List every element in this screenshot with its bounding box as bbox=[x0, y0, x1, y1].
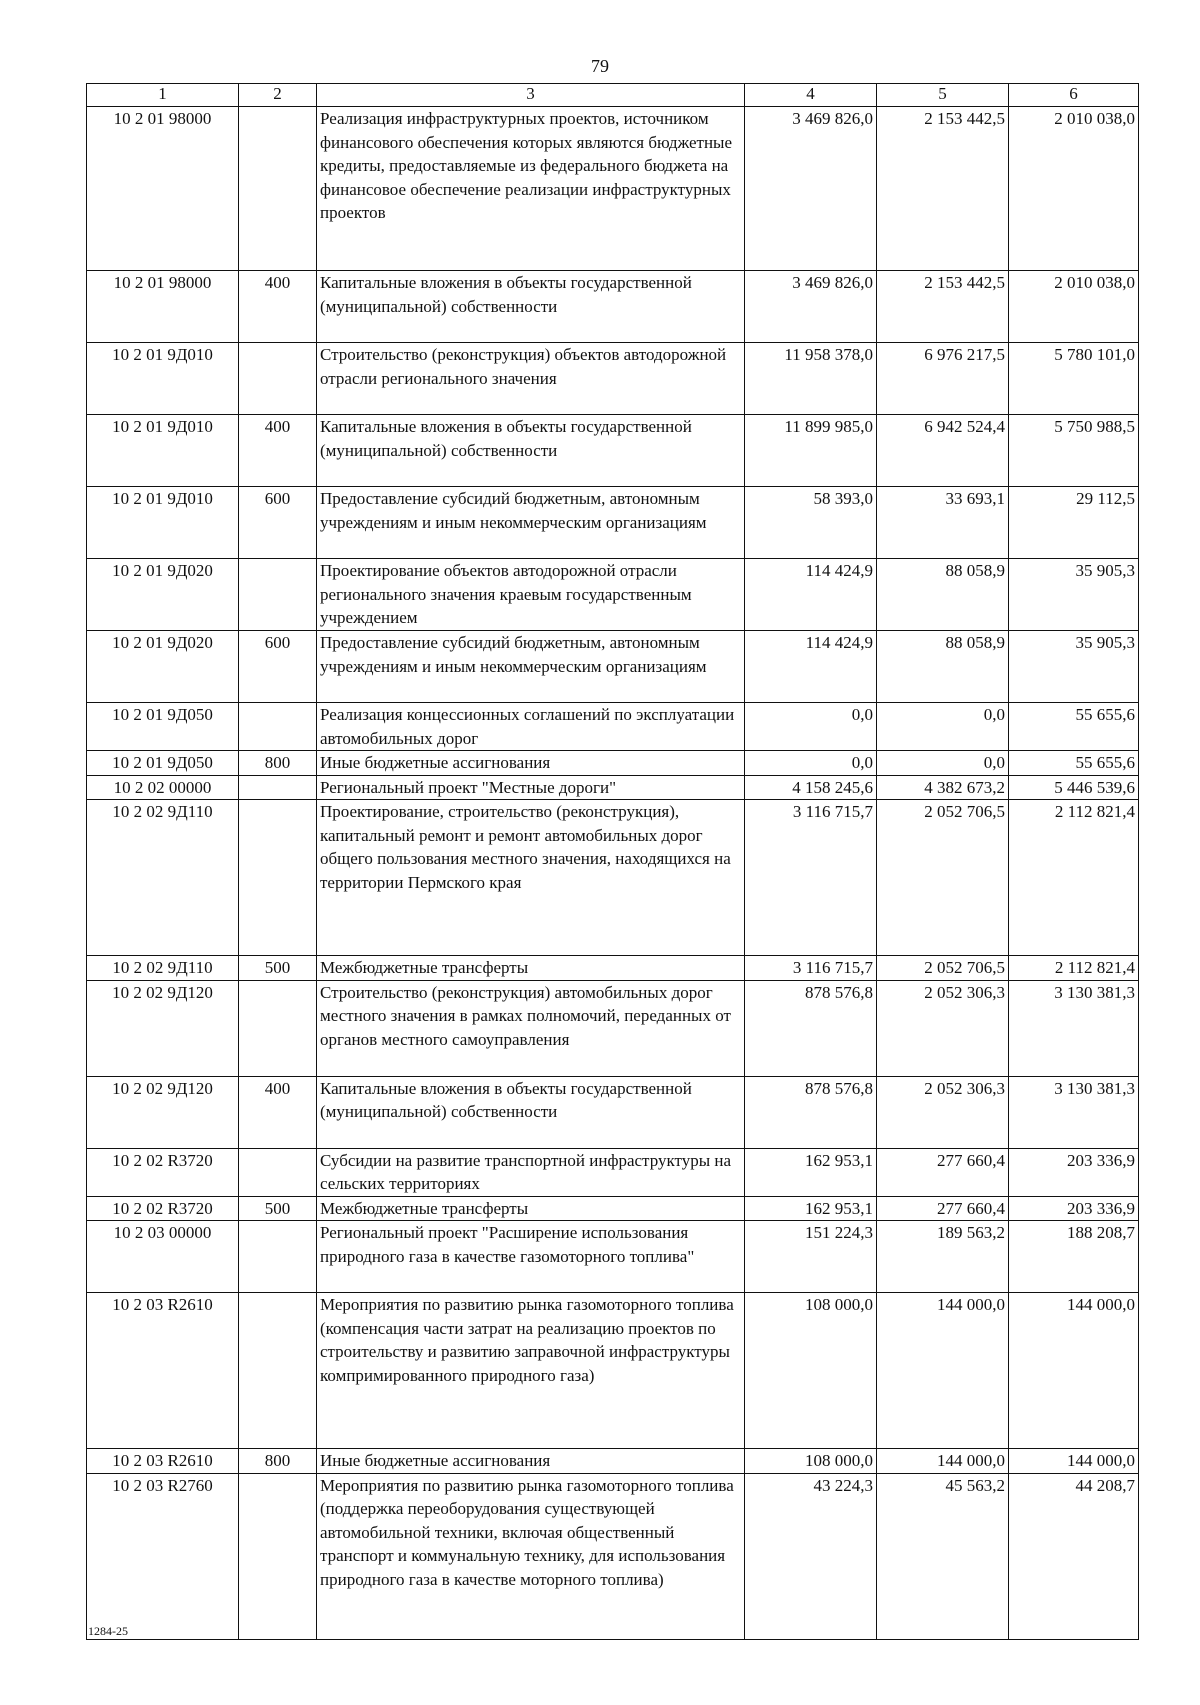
value-col5-cell: 88 058,9 bbox=[877, 559, 1009, 631]
value-col5-cell: 2 052 306,3 bbox=[877, 1076, 1009, 1148]
name-cell: Мероприятия по развитию рынка газомоторного топлива (компенсация части затрат на реализацию проектов по строительству и развитию заправочной инфраструктуры компримированного природного газа) bbox=[317, 1293, 745, 1449]
value-col6-cell: 2 010 038,0 bbox=[1009, 107, 1139, 271]
type-cell bbox=[239, 343, 317, 415]
column-header: 1 bbox=[87, 84, 239, 107]
code-cell: 10 2 03 00000 bbox=[87, 1221, 239, 1293]
code-cell: 10 2 01 9Д020 bbox=[87, 559, 239, 631]
code-cell: 10 2 03 R2610 bbox=[87, 1293, 239, 1449]
name-cell: Межбюджетные трансферты bbox=[317, 1196, 745, 1221]
code-cell: 10 2 02 9Д120 bbox=[87, 1076, 239, 1148]
value-col6-cell: 203 336,9 bbox=[1009, 1148, 1139, 1196]
value-col4-cell: 878 576,8 bbox=[745, 980, 877, 1076]
code-cell: 10 2 02 9Д110 bbox=[87, 956, 239, 981]
type-cell bbox=[239, 559, 317, 631]
value-col5-cell: 144 000,0 bbox=[877, 1293, 1009, 1449]
type-cell bbox=[239, 107, 317, 271]
value-col4-cell: 114 424,9 bbox=[745, 631, 877, 703]
value-col6-cell: 5 750 988,5 bbox=[1009, 415, 1139, 487]
code-cell: 10 2 03 R2610 bbox=[87, 1449, 239, 1474]
value-col4-cell: 162 953,1 bbox=[745, 1148, 877, 1196]
table-row bbox=[87, 1473, 1139, 1639]
value-col4-cell: 3 116 715,7 bbox=[745, 956, 877, 981]
code-cell: 10 2 01 9Д020 bbox=[87, 631, 239, 703]
table-row bbox=[87, 1196, 1139, 1221]
value-col6-cell: 144 000,0 bbox=[1009, 1449, 1139, 1474]
value-col4-cell: 3 116 715,7 bbox=[745, 800, 877, 956]
value-col5-cell: 6 976 217,5 bbox=[877, 343, 1009, 415]
name-cell: Межбюджетные трансферты bbox=[317, 956, 745, 981]
code-cell: 10 2 02 9Д120 bbox=[87, 980, 239, 1076]
table-row bbox=[87, 631, 1139, 703]
value-col6-cell: 144 000,0 bbox=[1009, 1293, 1139, 1449]
name-cell: Региональный проект "Местные дороги" bbox=[317, 775, 745, 800]
code-cell: 10 2 03 R2760 bbox=[87, 1473, 239, 1639]
name-cell: Мероприятия по развитию рынка газомоторного топлива (поддержка переоборудования существующей автомобильной техники, включая общественный транспорт и коммунальную технику, для использования природного газа в качестве моторного топлива) bbox=[317, 1473, 745, 1639]
name-cell: Капитальные вложения в объекты государственной (муниципальной) собственности bbox=[317, 271, 745, 343]
table-row bbox=[87, 1221, 1139, 1293]
name-cell: Проектирование объектов автодорожной отрасли регионального значения краевым государственным учреждением bbox=[317, 559, 745, 631]
value-col5-cell: 6 942 524,4 bbox=[877, 415, 1009, 487]
type-cell bbox=[239, 703, 317, 751]
code-cell: 10 2 02 00000 bbox=[87, 775, 239, 800]
value-col4-cell: 0,0 bbox=[745, 751, 877, 776]
code-cell: 10 2 01 9Д050 bbox=[87, 751, 239, 776]
name-cell: Строительство (реконструкция) автомобильных дорог местного значения в рамках полномочий, переданных от органов местного самоуправления bbox=[317, 980, 745, 1076]
type-cell: 400 bbox=[239, 1076, 317, 1148]
value-col5-cell: 2 153 442,5 bbox=[877, 271, 1009, 343]
value-col4-cell: 11 958 378,0 bbox=[745, 343, 877, 415]
value-col6-cell: 5 780 101,0 bbox=[1009, 343, 1139, 415]
table-row bbox=[87, 1293, 1139, 1449]
value-col5-cell: 277 660,4 bbox=[877, 1148, 1009, 1196]
value-col6-cell: 55 655,6 bbox=[1009, 751, 1139, 776]
code-cell: 10 2 01 9Д050 bbox=[87, 703, 239, 751]
value-col5-cell: 2 153 442,5 bbox=[877, 107, 1009, 271]
value-col6-cell: 3 130 381,3 bbox=[1009, 980, 1139, 1076]
name-cell: Региональный проект "Расширение использования природного газа в качестве газомоторного топлива" bbox=[317, 1221, 745, 1293]
type-cell: 400 bbox=[239, 415, 317, 487]
table-row bbox=[87, 559, 1139, 631]
name-cell: Строительство (реконструкция) объектов автодорожной отрасли регионального значения bbox=[317, 343, 745, 415]
name-cell: Проектирование, строительство (реконструкция), капитальный ремонт и ремонт автомобильных дорог общего пользования местного значения, находящихся на территории Пермского края bbox=[317, 800, 745, 956]
value-col6-cell: 203 336,9 bbox=[1009, 1196, 1139, 1221]
value-col5-cell: 2 052 706,5 bbox=[877, 800, 1009, 956]
code-cell: 10 2 01 98000 bbox=[87, 107, 239, 271]
type-cell: 600 bbox=[239, 487, 317, 559]
name-cell: Реализация инфраструктурных проектов, источником финансового обеспечения которых являются бюджетные кредиты, предоставляемые из федерального бюджета на финансовое обеспечение реализации инфраструктурных проектов bbox=[317, 107, 745, 271]
code-cell: 10 2 01 9Д010 bbox=[87, 343, 239, 415]
value-col5-cell: 0,0 bbox=[877, 703, 1009, 751]
value-col6-cell: 188 208,7 bbox=[1009, 1221, 1139, 1293]
value-col4-cell: 43 224,3 bbox=[745, 1473, 877, 1639]
value-col5-cell: 2 052 706,5 bbox=[877, 956, 1009, 981]
type-cell bbox=[239, 775, 317, 800]
value-col4-cell: 11 899 985,0 bbox=[745, 415, 877, 487]
value-col4-cell: 151 224,3 bbox=[745, 1221, 877, 1293]
value-col6-cell: 2 010 038,0 bbox=[1009, 271, 1139, 343]
table-row bbox=[87, 956, 1139, 981]
code-cell: 10 2 01 9Д010 bbox=[87, 415, 239, 487]
value-col4-cell: 162 953,1 bbox=[745, 1196, 877, 1221]
type-cell bbox=[239, 980, 317, 1076]
table-row bbox=[87, 487, 1139, 559]
value-col5-cell: 88 058,9 bbox=[877, 631, 1009, 703]
value-col6-cell: 5 446 539,6 bbox=[1009, 775, 1139, 800]
name-cell: Предоставление субсидий бюджетным, автономным учреждениям и иным некоммерческим организациям bbox=[317, 487, 745, 559]
type-cell: 500 bbox=[239, 956, 317, 981]
table-row bbox=[87, 1148, 1139, 1196]
type-cell: 500 bbox=[239, 1196, 317, 1221]
value-col4-cell: 4 158 245,6 bbox=[745, 775, 877, 800]
value-col5-cell: 277 660,4 bbox=[877, 1196, 1009, 1221]
name-cell: Иные бюджетные ассигнования bbox=[317, 1449, 745, 1474]
name-cell: Субсидии на развитие транспортной инфраструктуры на сельских территориях bbox=[317, 1148, 745, 1196]
value-col4-cell: 0,0 bbox=[745, 703, 877, 751]
code-cell: 10 2 02 R3720 bbox=[87, 1148, 239, 1196]
table-row bbox=[87, 980, 1139, 1076]
table-row bbox=[87, 271, 1139, 343]
value-col6-cell: 35 905,3 bbox=[1009, 559, 1139, 631]
value-col4-cell: 108 000,0 bbox=[745, 1293, 877, 1449]
value-col4-cell: 108 000,0 bbox=[745, 1449, 877, 1474]
name-cell: Иные бюджетные ассигнования bbox=[317, 751, 745, 776]
column-header: 6 bbox=[1009, 84, 1139, 107]
header-row bbox=[87, 84, 1139, 107]
value-col5-cell: 144 000,0 bbox=[877, 1449, 1009, 1474]
value-col6-cell: 2 112 821,4 bbox=[1009, 956, 1139, 981]
table-row bbox=[87, 1449, 1139, 1474]
name-cell: Предоставление субсидий бюджетным, автономным учреждениям и иным некоммерческим организациям bbox=[317, 631, 745, 703]
column-header: 5 bbox=[877, 84, 1009, 107]
type-cell: 400 bbox=[239, 271, 317, 343]
value-col5-cell: 2 052 306,3 bbox=[877, 980, 1009, 1076]
column-header: 4 bbox=[745, 84, 877, 107]
name-cell: Капитальные вложения в объекты государственной (муниципальной) собственности bbox=[317, 1076, 745, 1148]
type-cell bbox=[239, 800, 317, 956]
table-row bbox=[87, 1076, 1139, 1148]
value-col4-cell: 58 393,0 bbox=[745, 487, 877, 559]
document-code: 1284-25 bbox=[88, 1624, 128, 1638]
value-col6-cell: 55 655,6 bbox=[1009, 703, 1139, 751]
type-cell bbox=[239, 1221, 317, 1293]
value-col4-cell: 3 469 826,0 bbox=[745, 107, 877, 271]
name-cell: Реализация концессионных соглашений по эксплуатации автомобильных дорог bbox=[317, 703, 745, 751]
column-header: 3 bbox=[317, 84, 745, 107]
table-row bbox=[87, 415, 1139, 487]
value-col6-cell: 35 905,3 bbox=[1009, 631, 1139, 703]
table-row bbox=[87, 343, 1139, 415]
table-row bbox=[87, 775, 1139, 800]
type-cell bbox=[239, 1473, 317, 1639]
table-row bbox=[87, 751, 1139, 776]
type-cell: 800 bbox=[239, 751, 317, 776]
table-row bbox=[87, 107, 1139, 271]
value-col6-cell: 3 130 381,3 bbox=[1009, 1076, 1139, 1148]
value-col6-cell: 29 112,5 bbox=[1009, 487, 1139, 559]
column-header: 2 bbox=[239, 84, 317, 107]
code-cell: 10 2 01 98000 bbox=[87, 271, 239, 343]
value-col5-cell: 4 382 673,2 bbox=[877, 775, 1009, 800]
value-col5-cell: 189 563,2 bbox=[877, 1221, 1009, 1293]
value-col6-cell: 44 208,7 bbox=[1009, 1473, 1139, 1639]
table-row bbox=[87, 703, 1139, 751]
name-cell: Капитальные вложения в объекты государственной (муниципальной) собственности bbox=[317, 415, 745, 487]
type-cell bbox=[239, 1148, 317, 1196]
code-cell: 10 2 01 9Д010 bbox=[87, 487, 239, 559]
type-cell: 600 bbox=[239, 631, 317, 703]
page-number: 79 bbox=[591, 56, 609, 76]
value-col4-cell: 3 469 826,0 bbox=[745, 271, 877, 343]
value-col5-cell: 45 563,2 bbox=[877, 1473, 1009, 1639]
table-row bbox=[87, 800, 1139, 956]
value-col4-cell: 878 576,8 bbox=[745, 1076, 877, 1148]
code-cell: 10 2 02 R3720 bbox=[87, 1196, 239, 1221]
value-col4-cell: 114 424,9 bbox=[745, 559, 877, 631]
value-col5-cell: 0,0 bbox=[877, 751, 1009, 776]
type-cell: 800 bbox=[239, 1449, 317, 1474]
value-col5-cell: 33 693,1 bbox=[877, 487, 1009, 559]
value-col6-cell: 2 112 821,4 bbox=[1009, 800, 1139, 956]
code-cell: 10 2 02 9Д110 bbox=[87, 800, 239, 956]
budget-table bbox=[86, 83, 1139, 1640]
type-cell bbox=[239, 1293, 317, 1449]
